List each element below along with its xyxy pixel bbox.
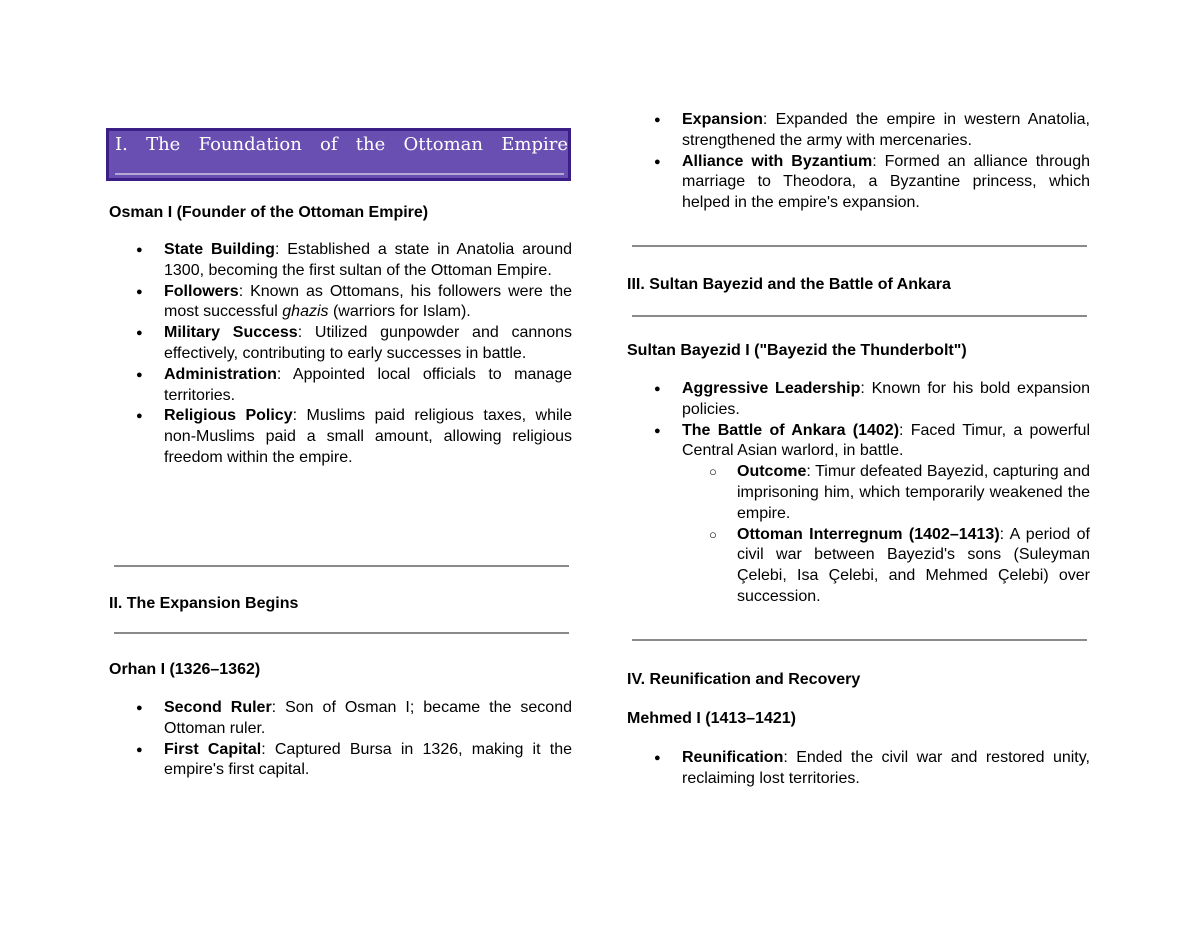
item-text: : Known for his bold expansion policies. <box>682 380 1090 418</box>
battle-sublist <box>682 462 1090 608</box>
list-item <box>109 282 572 324</box>
list-item <box>627 110 1090 152</box>
item-label: Administration <box>164 365 277 383</box>
item-label: Religious Policy <box>164 407 293 425</box>
osman-list <box>109 240 572 469</box>
osman-heading: Osman I (Founder of the Ottoman Empire) <box>109 204 429 221</box>
orhan-list-continued <box>627 110 1090 214</box>
item-text: : Ended the civil war and restored unity, reclaiming lost territories. <box>682 749 1090 787</box>
item-label: The Battle of Ankara (1402) <box>682 421 900 439</box>
sublist-item <box>682 462 1090 524</box>
item-label: Expansion <box>682 111 763 128</box>
item-label: Military Success <box>164 324 298 342</box>
list-item <box>109 698 572 740</box>
item-text: : Expanded the empire in western Anatolia, strengthened the army with mercenaries. <box>682 111 1090 149</box>
orhan-heading: Orhan I (1326–1362) <box>109 661 261 678</box>
section-title-box <box>106 128 571 181</box>
item-label: Second Ruler <box>164 699 272 716</box>
list-item <box>109 406 572 468</box>
sublist-item <box>682 525 1090 608</box>
item-text: : Captured Bursa in 1326, making it the empire's first capital. <box>164 740 572 779</box>
list-item <box>627 152 1090 214</box>
section-2-title: II. The Expansion Begins <box>109 595 299 612</box>
list-item <box>109 240 572 282</box>
item-text: : Timur defeated Bayezid, capturing and imprisoning him, which temporarily weakened the empire. <box>737 463 1090 522</box>
section-divider <box>632 315 1087 317</box>
item-text: : Muslims paid religious taxes, while non-Muslims paid a small amount, allowing religious freedom within the empire. <box>164 407 572 466</box>
section-4-title: IV. Reunification and Recovery <box>627 671 861 688</box>
item-label: Outcome <box>737 463 807 481</box>
section-3-title: III. Sultan Bayezid and the Battle of Ankara <box>627 276 951 293</box>
item-text: : Utilized gunpowder and cannons effectively, contributing to early successes in battle. <box>164 324 573 362</box>
bayezid-heading: Sultan Bayezid I ("Bayezid the Thunderbolt") <box>627 342 967 359</box>
list-item <box>627 748 1090 790</box>
item-text: : Formed an alliance through marriage to Theodora, a Byzantine princess, which helped in the empire's expansion. <box>682 152 1090 212</box>
item-text: : Son of Osman I; became the second Ottoman ruler. <box>164 699 572 737</box>
section-divider <box>632 245 1087 247</box>
item-text: : A period of civil war between Bayezid's sons (Suleyman Çelebi, Isa Çelebi, and Mehmed Çelebi) over succession. <box>737 525 1091 605</box>
item-text: : Established a state in Anatolia around 1300, becoming the first sultan of the Ottoman Empire. <box>164 241 572 279</box>
mehmed-list <box>627 748 1090 790</box>
item-label: Followers <box>164 282 239 300</box>
item-text: (warriors for Islam). <box>328 303 471 321</box>
item-label: First Capital <box>164 740 262 758</box>
section-1-title: I. The Foundation of the Ottoman Empire <box>115 134 568 155</box>
section-divider <box>114 565 569 567</box>
item-label: Alliance with Byzantium <box>682 152 873 170</box>
title-underline <box>115 173 564 175</box>
item-label: Reunification <box>682 749 784 766</box>
item-label: State Building <box>164 241 275 258</box>
item-text: : Faced Timur, a powerful Central Asian warlord, in battle. <box>682 421 1090 460</box>
item-label: Aggressive Leadership <box>682 380 861 397</box>
orhan-list <box>109 698 572 781</box>
item-label: Ottoman Interregnum (1402–1413) <box>737 525 1000 543</box>
list-item <box>109 365 572 407</box>
list-item <box>627 379 1090 421</box>
item-text: : Known as Ottomans, his followers were the most successful <box>164 282 572 321</box>
list-item <box>109 323 572 365</box>
section-divider <box>114 632 569 634</box>
list-item <box>109 740 572 782</box>
item-italic: ghazis <box>282 303 329 321</box>
mehmed-heading: Mehmed I (1413–1421) <box>627 710 796 727</box>
section-divider <box>632 639 1087 641</box>
item-text: : Appointed local officials to manage territories. <box>164 365 572 404</box>
list-item <box>627 421 1090 608</box>
bayezid-list <box>627 379 1090 608</box>
